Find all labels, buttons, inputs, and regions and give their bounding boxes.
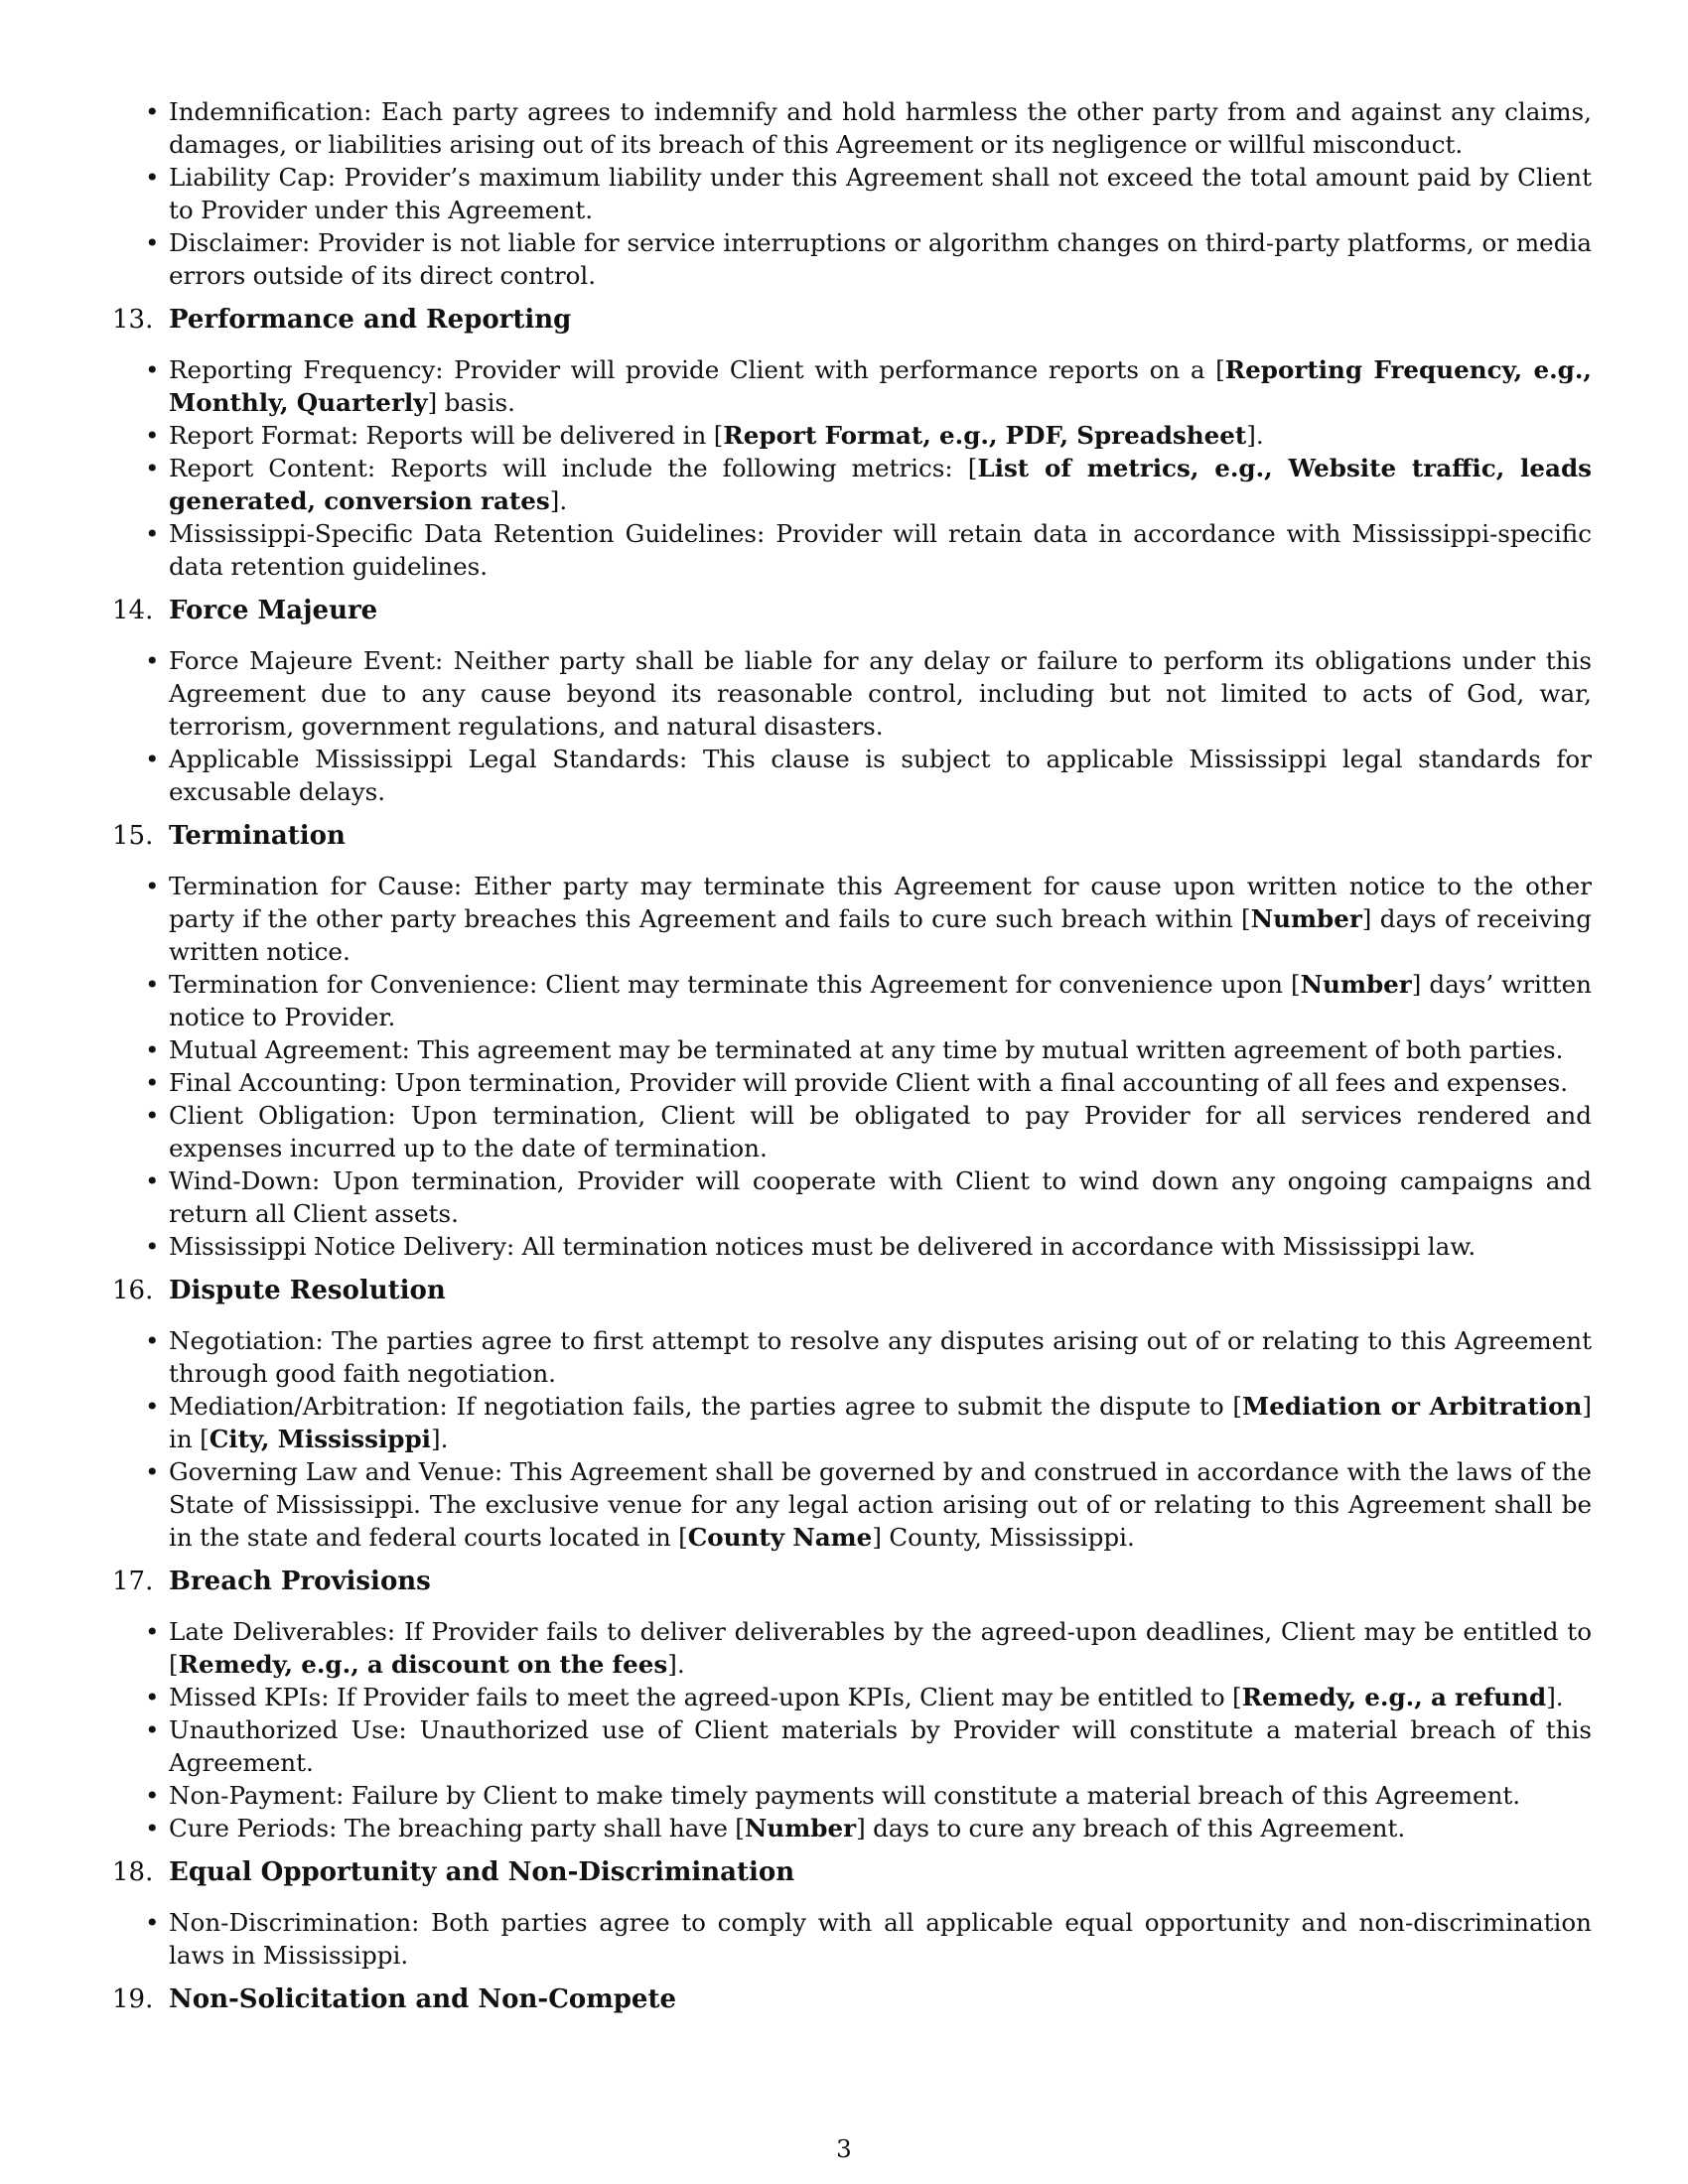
page-number: 3 bbox=[836, 2134, 852, 2163]
bullet-list bbox=[112, 353, 1592, 583]
section-heading: 18. Equal Opportunity and Non-Discrimination bbox=[112, 1857, 795, 1887]
list-item: • Late Deliverables: If Provider fails to deliver deliverables by the agreed-upon deadlines, Client may be entitled to [Remedy, e.g., a discount on the fees]. bbox=[169, 1615, 1592, 1681]
section-equal-opportunity bbox=[112, 1856, 1592, 1972]
list-item: • Negotiation: The parties agree to first attempt to resolve any disputes arising out of or relating to this Agreement through good faith negotiation. bbox=[169, 1324, 1592, 1390]
bullet-list bbox=[112, 1615, 1592, 1844]
bullet-list bbox=[112, 1324, 1592, 1554]
top-bullet-list bbox=[112, 95, 1592, 292]
bullet-list bbox=[112, 644, 1592, 808]
list-item: • Final Accounting: Upon termination, Provider will provide Client with a final accounting of all fees and expenses. bbox=[169, 1066, 1592, 1099]
list-item: • Mutual Agreement: This agreement may be terminated at any time by mutual written agreement of both parties. bbox=[169, 1033, 1592, 1066]
section-heading: 13. Performance and Reporting bbox=[112, 305, 572, 335]
section-non-solicitation bbox=[112, 1983, 1592, 2016]
list-item: • Non-Discrimination: Both parties agree to comply with all applicable equal opportunity and non-discrimination laws in Mississippi. bbox=[169, 1906, 1592, 1972]
section-termination bbox=[112, 820, 1592, 1263]
list-item: • Mississippi-Specific Data Retention Guidelines: Provider will retain data in accordance with Mississippi-specific data retention guidelines. bbox=[169, 517, 1592, 583]
section-performance-reporting bbox=[112, 304, 1592, 583]
list-item: • Reporting Frequency: Provider will provide Client with performance reports on a [Reporting Frequency, e.g., Monthly, Quarterly] basis. bbox=[169, 353, 1592, 419]
list-item: • Report Format: Reports will be delivered in [Report Format, e.g., PDF, Spreadsheet]. bbox=[169, 419, 1592, 452]
list-item: • Non-Payment: Failure by Client to make timely payments will constitute a material breach of this Agreement. bbox=[169, 1779, 1592, 1812]
section-heading: 14. Force Majeure bbox=[112, 596, 378, 625]
list-item: • Cure Periods: The breaching party shall have [Number] days to cure any breach of this Agreement. bbox=[169, 1812, 1592, 1844]
list-item: • Unauthorized Use: Unauthorized use of Client materials by Provider will constitute a material breach of this Agreement. bbox=[169, 1713, 1592, 1779]
list-item: • Missed KPIs: If Provider fails to meet the agreed-upon KPIs, Client may be entitled to [Remedy, e.g., a refund]. bbox=[169, 1681, 1592, 1713]
list-item: • Termination for Convenience: Client may terminate this Agreement for convenience upon [Number] days’ written notice to Provider. bbox=[169, 968, 1592, 1033]
list-item: • Governing Law and Venue: This Agreement shall be governed by and construed in accordance with the laws of the State of Mississippi. The exclusive venue for any legal action arising out of or relating to this Agreement shall be in the state and federal courts located in [County Name] County, Mississippi. bbox=[169, 1455, 1592, 1554]
list-item: • Termination for Cause: Either party may terminate this Agreement for cause upon written notice to the other party if the other party breaches this Agreement and fails to cure such breach within [Number] days of receiving written notice. bbox=[169, 870, 1592, 968]
bullet-list bbox=[112, 1906, 1592, 1972]
section-heading: 19. Non-Solicitation and Non-Compete bbox=[112, 1984, 677, 2014]
section-heading: 15. Termination bbox=[112, 821, 346, 851]
document-body bbox=[112, 95, 1592, 2033]
section-heading: 17. Breach Provisions bbox=[112, 1567, 431, 1596]
list-item: • Indemnification: Each party agrees to indemnify and hold harmless the other party from and against any claims, damages, or liabilities arising out of its breach of this Agreement or its negligence or willful misconduct. bbox=[169, 95, 1592, 161]
list-item: • Disclaimer: Provider is not liable for service interruptions or algorithm changes on third-party platforms, or media errors outside of its direct control. bbox=[169, 226, 1592, 292]
list-item: • Applicable Mississippi Legal Standards: This clause is subject to applicable Mississippi legal standards for excusable delays. bbox=[169, 743, 1592, 808]
list-item: • Mississippi Notice Delivery: All termination notices must be delivered in accordance with Mississippi law. bbox=[169, 1230, 1592, 1263]
list-item: • Force Majeure Event: Neither party shall be liable for any delay or failure to perform its obligations under this Agreement due to any cause beyond its reasonable control, including but not limited to acts of God, war, terrorism, government regulations, and natural disasters. bbox=[169, 644, 1592, 743]
list-item: • Client Obligation: Upon termination, Client will be obligated to pay Provider for all services rendered and expenses incurred up to the date of termination. bbox=[169, 1099, 1592, 1164]
list-item: • Report Content: Reports will include the following metrics: [List of metrics, e.g., Website traffic, leads generated, conversion rates]. bbox=[169, 452, 1592, 517]
list-item: • Mediation/Arbitration: If negotiation fails, the parties agree to submit the dispute to [Mediation or Arbitration] in [City, Mississippi]. bbox=[169, 1390, 1592, 1455]
section-force-majeure bbox=[112, 595, 1592, 808]
list-item: • Wind-Down: Upon termination, Provider will cooperate with Client to wind down any ongoing campaigns and return all Client assets. bbox=[169, 1164, 1592, 1230]
bullet-list bbox=[112, 870, 1592, 1263]
section-heading: 16. Dispute Resolution bbox=[112, 1276, 446, 1305]
section-breach-provisions bbox=[112, 1566, 1592, 1844]
section-dispute-resolution bbox=[112, 1275, 1592, 1554]
list-item: • Liability Cap: Provider’s maximum liability under this Agreement shall not exceed the total amount paid by Client to Provider under this Agreement. bbox=[169, 161, 1592, 226]
